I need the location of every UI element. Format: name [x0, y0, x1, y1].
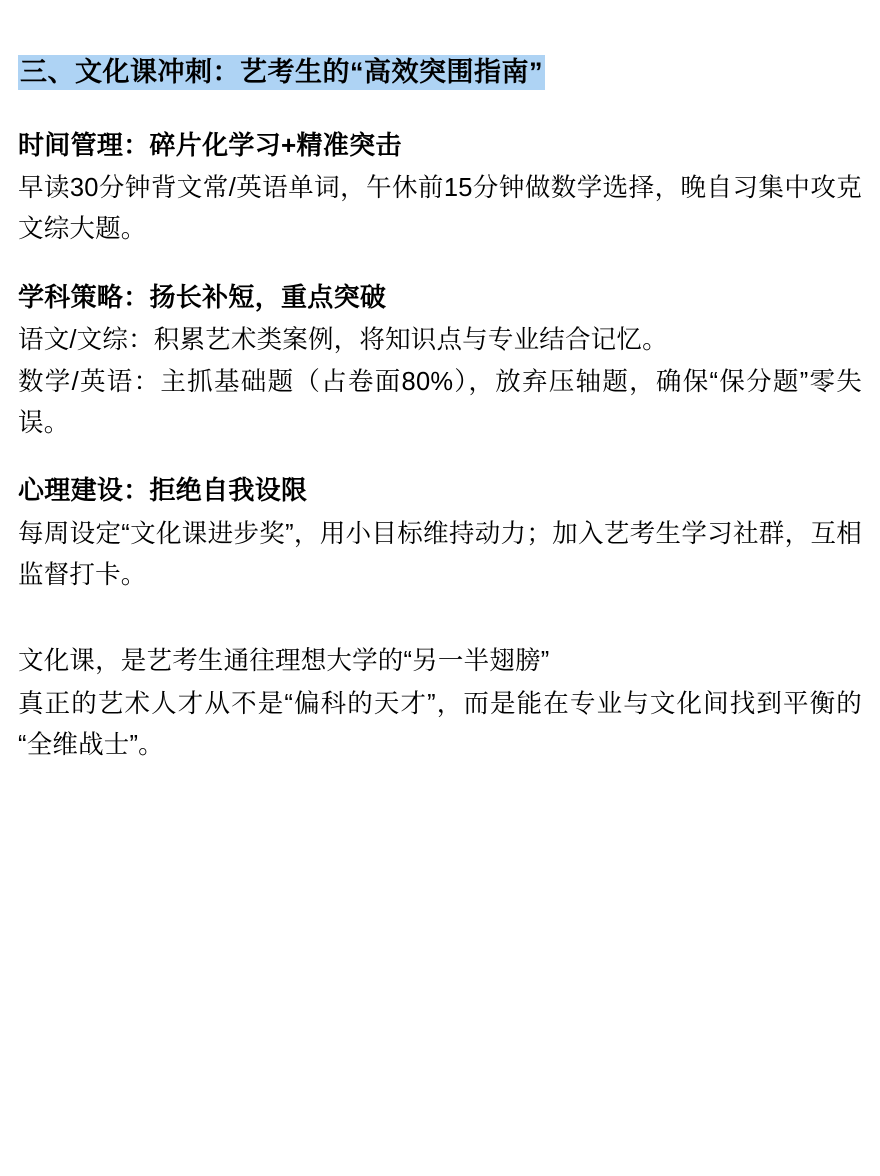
block-paragraph: 早读30分钟背文常/英语单词，午休前15分钟做数学选择，晚自习集中攻克文综大题。 — [18, 174, 862, 244]
block-paragraph: 数学/英语：主抓基础题（占卷面80%），放弃压轴题，确保“保分题”零失误。 — [18, 367, 862, 438]
section-title-container — [18, 52, 862, 93]
closing-line-2: 真正的艺术人才从不是“偏科的天才”，而是能在专业与文化间找到平衡的“全维战士”。 — [18, 689, 862, 760]
block-paragraph: 每周设定“文化课进步奖”，用小目标维持动力；加入艺考生学习社群，互相监督打卡。 — [18, 520, 862, 590]
content-block-subject-strategy — [18, 279, 862, 445]
section-title: 三、文化课冲刺：艺考生的“高效突围指南” — [18, 55, 545, 90]
block-heading: 时间管理：碎片化学习+精准突击 — [18, 129, 402, 160]
closing-line-1: 文化课，是艺考生通往理想大学的“另一半翅膀” — [18, 646, 550, 675]
content-block-time-management — [18, 127, 862, 251]
block-paragraph: 语文/文综：积累艺术类案例，将知识点与专业结合记忆。 — [18, 326, 668, 355]
closing-statement — [18, 641, 862, 767]
block-heading: 心理建设：拒绝自我设限 — [18, 475, 308, 506]
content-block-mental-building — [18, 472, 862, 596]
block-heading: 学科策略：扬长补短，重点突破 — [18, 281, 387, 312]
